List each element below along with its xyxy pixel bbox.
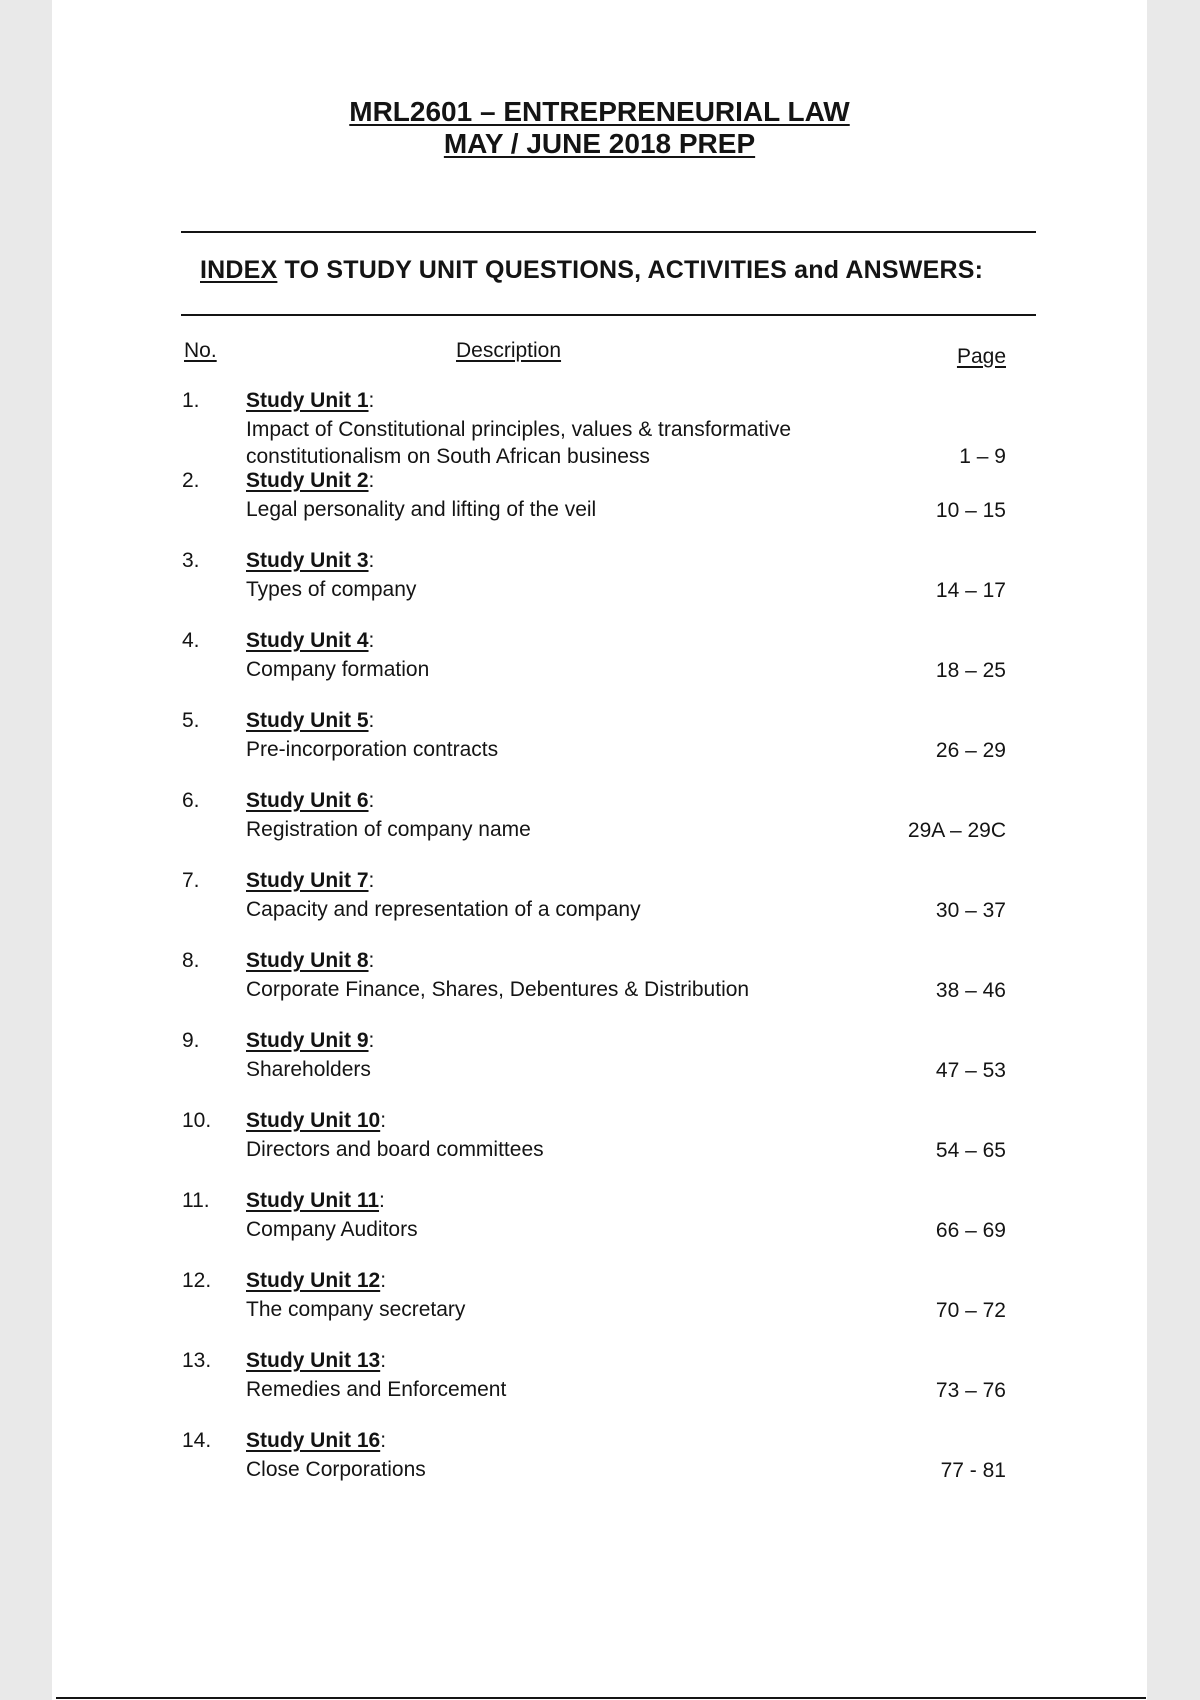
entry-number: 6. [182,789,200,812]
entry-description: Directors and board committees [246,1138,544,1161]
list-item [52,788,1147,868]
entry-number: 12. [182,1269,212,1292]
entry-description: Registration of company name [246,818,531,841]
column-header-description: Description [456,339,562,362]
entry-number: 8. [182,949,200,972]
list-item [52,388,1147,468]
entry-unit-label: Study Unit 4 [246,629,369,652]
list-item [52,948,1147,1028]
entry-description: Shareholders [246,1058,371,1081]
list-item [52,1108,1147,1188]
entry-unit-title: Study Unit 1: [246,389,375,412]
entry-unit-label: Study Unit 12 [246,1269,381,1292]
entry-page-range: 18 – 25 [935,659,1006,682]
entry-description: Legal personality and lifting of the veil [246,498,597,521]
entry-page-range: 47 – 53 [935,1059,1006,1082]
entry-unit-title: Study Unit 5: [246,709,375,732]
top-divider [181,231,1036,233]
entry-unit-title: Study Unit 16: [246,1429,387,1452]
entry-unit-label: Study Unit 2 [246,469,369,492]
entry-number: 9. [182,1029,200,1052]
title-line-1: MRL2601 – ENTREPRENEURIAL LAW [349,96,850,127]
entry-description: Types of company [246,578,417,601]
column-header-page: Page [956,345,1006,368]
entry-unit-label: Study Unit 11 [246,1189,380,1212]
entry-unit-label: Study Unit 16 [246,1429,381,1452]
list-item [52,548,1147,628]
entry-description: Company Auditors [246,1218,418,1241]
entry-unit-label: Study Unit 5 [246,709,369,732]
entry-page-range: 77 - 81 [940,1459,1006,1482]
entry-unit-label: Study Unit 9 [246,1029,369,1052]
entry-page-range: 29A – 29C [907,819,1006,842]
entry-unit-title: Study Unit 12: [246,1269,387,1292]
entry-unit-title: Study Unit 3: [246,549,375,572]
list-item [52,468,1147,548]
list-item [52,1428,1147,1508]
entry-description: Corporate Finance, Shares, Debentures & Distribution [246,978,750,1001]
entry-unit-title: Study Unit 7: [246,869,375,892]
list-item [52,1188,1147,1268]
entry-unit-label: Study Unit 6 [246,789,369,812]
entry-unit-title: Study Unit 6: [246,789,375,812]
entry-page-range: 38 – 46 [935,979,1006,1002]
entry-unit-title: Study Unit 2: [246,469,375,492]
entry-number: 1. [182,389,200,412]
entry-number: 2. [182,469,200,492]
entry-page-range: 73 – 76 [935,1379,1006,1402]
entry-unit-title: Study Unit 9: [246,1029,375,1052]
list-item [52,868,1147,948]
entry-description: Remedies and Enforcement [246,1378,507,1401]
document-title [52,96,1147,128]
entry-description: The company secretary [246,1298,466,1321]
entry-page-range: 30 – 37 [935,899,1006,922]
entry-number: 7. [182,869,200,892]
entry-number: 11. [182,1189,210,1212]
entry-unit-title: Study Unit 11: [246,1189,385,1212]
index-heading-rest: TO STUDY UNIT QUESTIONS, ACTIVITIES and ANSWERS: [277,256,984,284]
entry-page-range: 70 – 72 [935,1299,1006,1322]
list-item [52,628,1147,708]
entry-unit-label: Study Unit 8 [246,949,369,972]
entry-number: 5. [182,709,200,732]
entry-number: 13. [182,1349,212,1372]
entry-page-range: 10 – 15 [935,499,1006,522]
entry-unit-label: Study Unit 10 [246,1109,381,1132]
entry-unit-title: Study Unit 8: [246,949,375,972]
entry-unit-label: Study Unit 3 [246,549,369,572]
entry-description: Impact of Constitutional principles, values & transformative constitutionalism on South African business [246,418,792,468]
entry-page-range: 66 – 69 [935,1219,1006,1242]
index-heading-keyword: INDEX [200,256,278,284]
entry-number: 3. [182,549,200,572]
list-item [52,1348,1147,1428]
entry-number: 14. [182,1429,212,1452]
entry-page-range: 1 – 9 [959,445,1006,468]
list-item [52,708,1147,788]
entry-unit-title: Study Unit 13: [246,1349,387,1372]
entry-unit-label: Study Unit 7 [246,869,369,892]
entry-page-range: 14 – 17 [935,579,1006,602]
page-bottom-rule [56,1697,1146,1699]
index-heading [200,255,983,285]
bottom-divider [181,314,1036,316]
title-line-2: MAY / JUNE 2018 PREP [443,128,756,159]
document-subtitle [52,128,1147,160]
entry-unit-title: Study Unit 4: [246,629,375,652]
entry-unit-label: Study Unit 1 [246,389,369,412]
document-page [52,0,1147,1700]
entry-description: Pre-incorporation contracts [246,738,499,761]
list-item [52,1028,1147,1108]
entry-unit-label: Study Unit 13 [246,1349,381,1372]
column-header-no: No. [184,339,217,362]
entry-description: Capacity and representation of a company [246,898,641,921]
entry-unit-title: Study Unit 10: [246,1109,387,1132]
entry-page-range: 54 – 65 [935,1139,1006,1162]
list-item [52,1268,1147,1348]
entry-page-range: 26 – 29 [935,739,1006,762]
entry-description: Close Corporations [246,1458,426,1481]
entry-number: 4. [182,629,200,652]
entry-number: 10. [182,1109,212,1132]
entry-description: Company formation [246,658,430,681]
